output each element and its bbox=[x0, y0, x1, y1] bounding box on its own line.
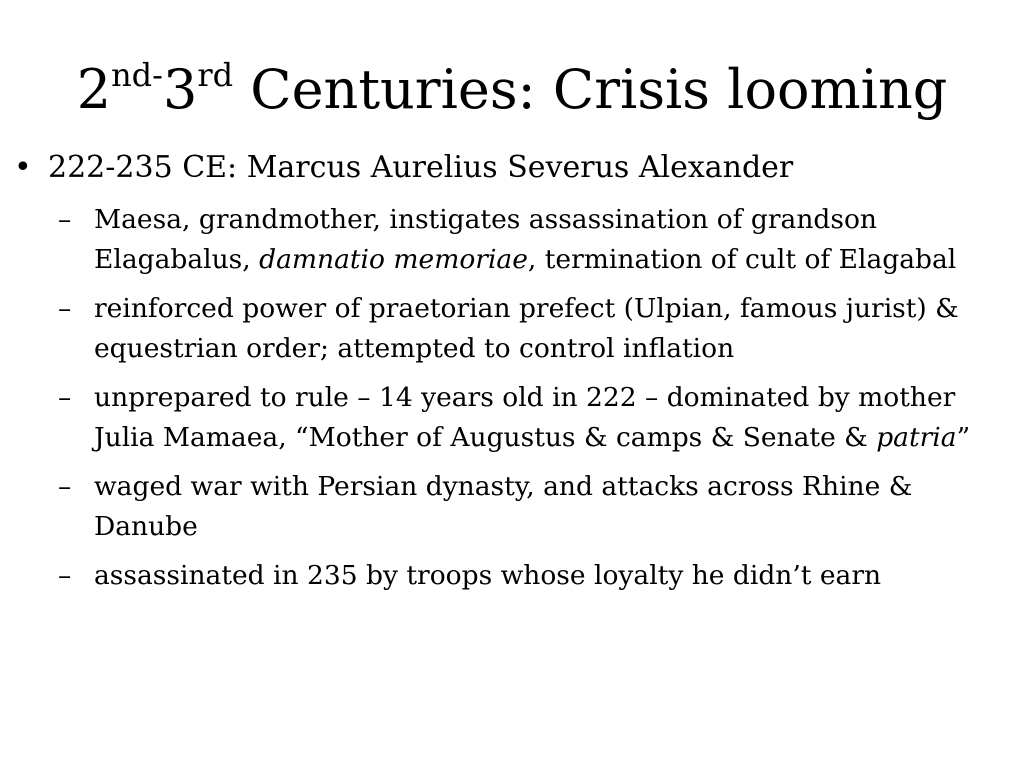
sub-bullet-italic: damnatio memoriae bbox=[259, 244, 528, 275]
dash-marker: – bbox=[58, 471, 72, 502]
main-bullet-text: 222-235 CE: Marcus Aurelius Severus Alexander bbox=[48, 150, 794, 185]
sub-bullet-italic: patria bbox=[876, 422, 957, 453]
title-part: 2 bbox=[76, 58, 112, 121]
sub-bullet-text: , termination of cult of Elagabal bbox=[527, 244, 957, 275]
sub-bullet bbox=[58, 289, 1018, 369]
main-bullet bbox=[14, 149, 1014, 187]
sub-bullet-text: Maesa, grandmother, instigates assassination of grandson Elagabalus, bbox=[94, 204, 877, 275]
slide-title bbox=[0, 58, 1024, 122]
title-part: 3 bbox=[162, 58, 198, 121]
sub-bullet-text: reinforced power of praetorian prefect (Ulpian, famous jurist) & equestrian order; attempted to control inflation bbox=[94, 293, 959, 364]
sub-bullet-text: unprepared to rule – 14 years old in 222 – dominated by mother Julia Mamaea, “Mother of Augustus & camps & Senate & bbox=[94, 382, 956, 453]
sub-bullet-list bbox=[58, 200, 1018, 605]
sub-bullet-text: waged war with Persian dynasty, and attacks across Rhine & Danube bbox=[94, 471, 913, 542]
title-superscript-nd: nd- bbox=[111, 56, 163, 94]
dash-marker: – bbox=[58, 382, 72, 413]
sub-bullet-text: assassinated in 235 by troops whose loyalty he didn’t earn bbox=[94, 560, 882, 591]
sub-bullet bbox=[58, 556, 1018, 596]
title-superscript-rd: rd bbox=[197, 56, 234, 94]
dash-marker: – bbox=[58, 293, 72, 324]
sub-bullet bbox=[58, 200, 1018, 280]
dash-marker: – bbox=[58, 560, 72, 591]
sub-bullet-text: ” bbox=[956, 422, 971, 453]
sub-bullet bbox=[58, 467, 1018, 547]
title-part: Centuries: Crisis looming bbox=[233, 58, 948, 121]
dash-marker: – bbox=[58, 204, 72, 235]
bullet-marker: • bbox=[14, 150, 32, 185]
sub-bullet bbox=[58, 378, 1018, 458]
